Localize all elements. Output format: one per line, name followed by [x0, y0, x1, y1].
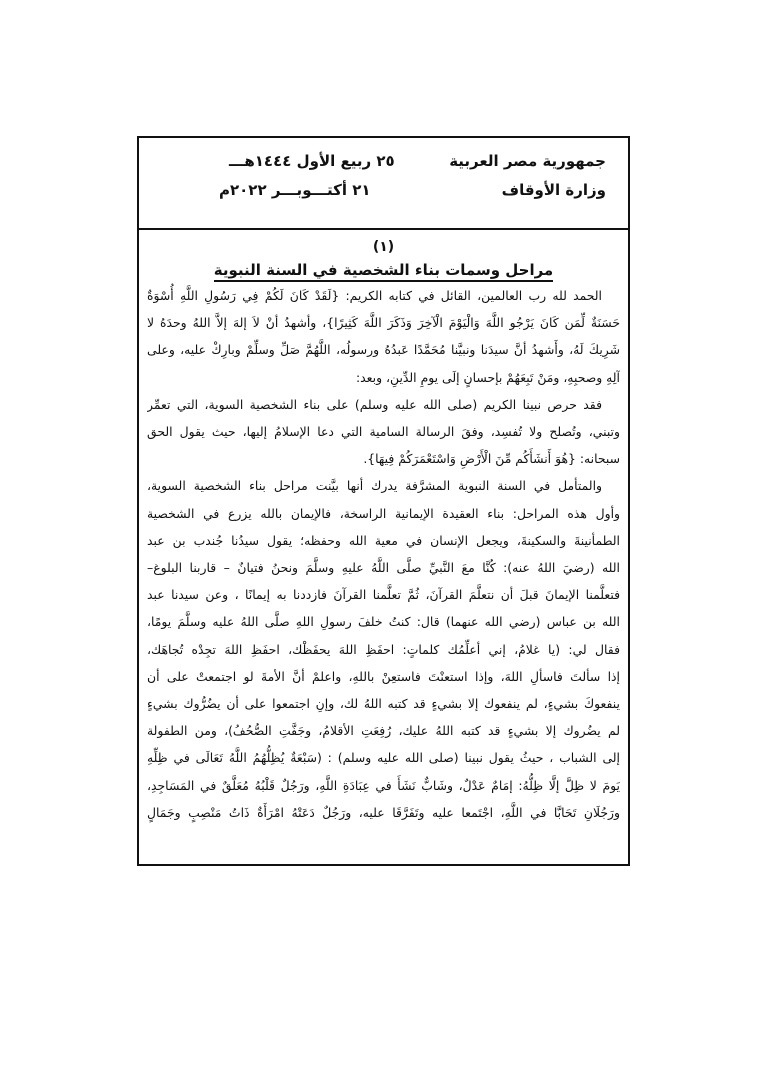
- paragraph-line: ورَجُلَانِ تَحَابَّا في اللَّهِ، اجْتَمعا عليه وتَفَرَّقَا عليه، ورَجُلٌ دَعَتْهُ امْرَأَةٌ ذَاتُ مَنْصِبٍ وجَمَالٍ: [147, 804, 620, 820]
- paragraph-line: والمتأمل في السنة النبوية المشرَّفة يدرك أنها بيَّنت مراحل بناء الشخصية السوية،: [147, 478, 602, 494]
- paragraph-line: وأول هذه المراحل: بناء العقيدة الإيمانية الراسخة، فالإيمان بالله يزرع في الشخصية: [147, 505, 620, 521]
- paragraph-line: إذا سألتَ فاسألِ اللهَ، وإذا استعنْتَ فاستعِنْ باللهِ، واعلمْ أنَّ الأمةَ لو اجتمعتْ على أن: [147, 668, 620, 684]
- paragraph-line: يَومَ لا ظِلَّ إلَّا ظِلُّهُ: إمَامٌ عَدْلٌ، وشَابٌّ نَشَأَ في عِبَادَةِ اللَّهِ، ورَجُلٌ قَلْبُهُ مُعَلَّقٌ في المَسَاجِدِ،: [147, 777, 620, 793]
- paragraph-line: ينفعوكَ بشيءٍ، لم ينفعوك إلا بشيءٍ قد كتبه اللهُ لك، وإنِ اجتمعوا على أن يضُرُّوك بشيءٍ: [147, 696, 620, 712]
- paragraphs: [147, 282, 620, 826]
- letterhead: [139, 138, 628, 230]
- paragraph-line: شَرِيكَ لَهُ، وأَشهدُ أنَّ سيدَنا ونبيَّنا مُحَمَّدًا عَبدُهُ ورسولُه، اللَّهُمَّ صَلِّ وسلِّمْ وبارِكْ عليه، وعلى: [147, 342, 620, 358]
- paragraph-line: الله (رضيَ اللهُ عنه): كُنَّا معَ النَّبيِّ صلَّى اللَّهُ عليهِ وسلَّمَ ونحنُ فتيانٌ – قاربنا البلوغ–: [147, 560, 620, 576]
- paragraph: [147, 472, 620, 826]
- paragraph-line: وتبني، وتُصلح ولا تُفسِد، وفقَ الرسالة السامية التي دعا الإسلامُ إليها، حيث يقول الحق: [147, 424, 620, 440]
- section-number: (١): [372, 239, 395, 255]
- paragraph-line: فتعلَّمنا الإيمانَ قبلَ أن نتعلَّمَ القرآنَ، ثُمَّ تعلَّمنا القرآنَ فازددنا به إيمانًا ، وعن سيدنا عبد: [147, 587, 620, 603]
- paragraph-line: سبحانه: {هُوَ أَنشَأَكُم مِّنَ الْأَرْضِ وَاسْتَعْمَرَكُمْ فِيهَا}.: [363, 451, 620, 467]
- paragraph: [147, 391, 620, 473]
- country-name: جمهورية مصر العربية: [449, 152, 606, 170]
- paragraph: [147, 282, 620, 391]
- paragraph-line: فقال لي: (يا غلامُ، إني أعلِّمُك كلماتٍ: احفَظِ اللهَ يحفَظْك، احفَظِ اللهَ تجِدْه تُجاهَك،: [147, 641, 620, 657]
- document-title: [147, 258, 620, 282]
- document-frame: [137, 136, 630, 866]
- paragraph-line: آلِهِ وصحبِهِ، ومَنْ تَبِعَهُمْ بإحسانٍ إلَى يومِ الدِّينِ، وبعد:: [356, 369, 620, 385]
- paragraph-line: الطمأنينةَ والسكينةَ، ويجعل الإنسان في معية الله وحفظه؛ يقول سيدُنا جُندب بن عبد: [147, 532, 620, 548]
- paragraph-line: لم يضُروك إلا بشيءٍ قد كتبه اللهُ عليك، رُفِعَتِ الأقلامُ، وجَفَّتِ الصُّحُفُ)، ومن الطفولة: [147, 723, 620, 739]
- paragraph-line: إلى الشباب ، حيثُ يقول نبينا (صلى الله عليه وسلم) : (سَبْعَةٌ يُظِلُّهُمُ اللَّهُ تَعَالَى في ظِلِّهِ: [147, 750, 620, 766]
- document-title-text: مراحل وسمات بناء الشخصية في السنة النبوية: [214, 261, 553, 282]
- paragraph-line: الحمد لله رب العالمين، القائل في كتابه الكريم: {لَقَدْ كَانَ لَكُمْ فِي رَسُولِ اللَّهِ أُسْوَةٌ: [147, 288, 602, 303]
- hijri-date: ٢٥ ربيع الأول ١٤٤٤هـــ: [229, 152, 395, 170]
- document-body: [139, 230, 628, 826]
- gregorian-date: ٢١ أكتـــوبـــر ٢٠٢٢م: [219, 181, 371, 199]
- paragraph-line: الله بن عباس (رضي الله عنهما) قال: كنتُ خلفَ رسولِ اللهِ صلَّى اللهُ عليه وسلَّمَ يومًا،: [147, 614, 620, 630]
- paragraph-line: حَسَنَةٌ لِّمَن كَانَ يَرْجُو اللَّهَ وَالْيَوْمَ الْآخِرَ وَذَكَرَ اللَّهَ كَثِيرًا}، وأشهدُ أنْ لاَ إلهَ إلاَّ اللهُ وحدَهُ لا: [147, 315, 620, 331]
- ministry-name: وزارة الأوقاف: [501, 181, 606, 199]
- paragraph-line: فقد حرص نبينا الكريم (صلى الله عليه وسلم) على بناء الشخصية السوية، التي تعمِّر: [147, 396, 602, 412]
